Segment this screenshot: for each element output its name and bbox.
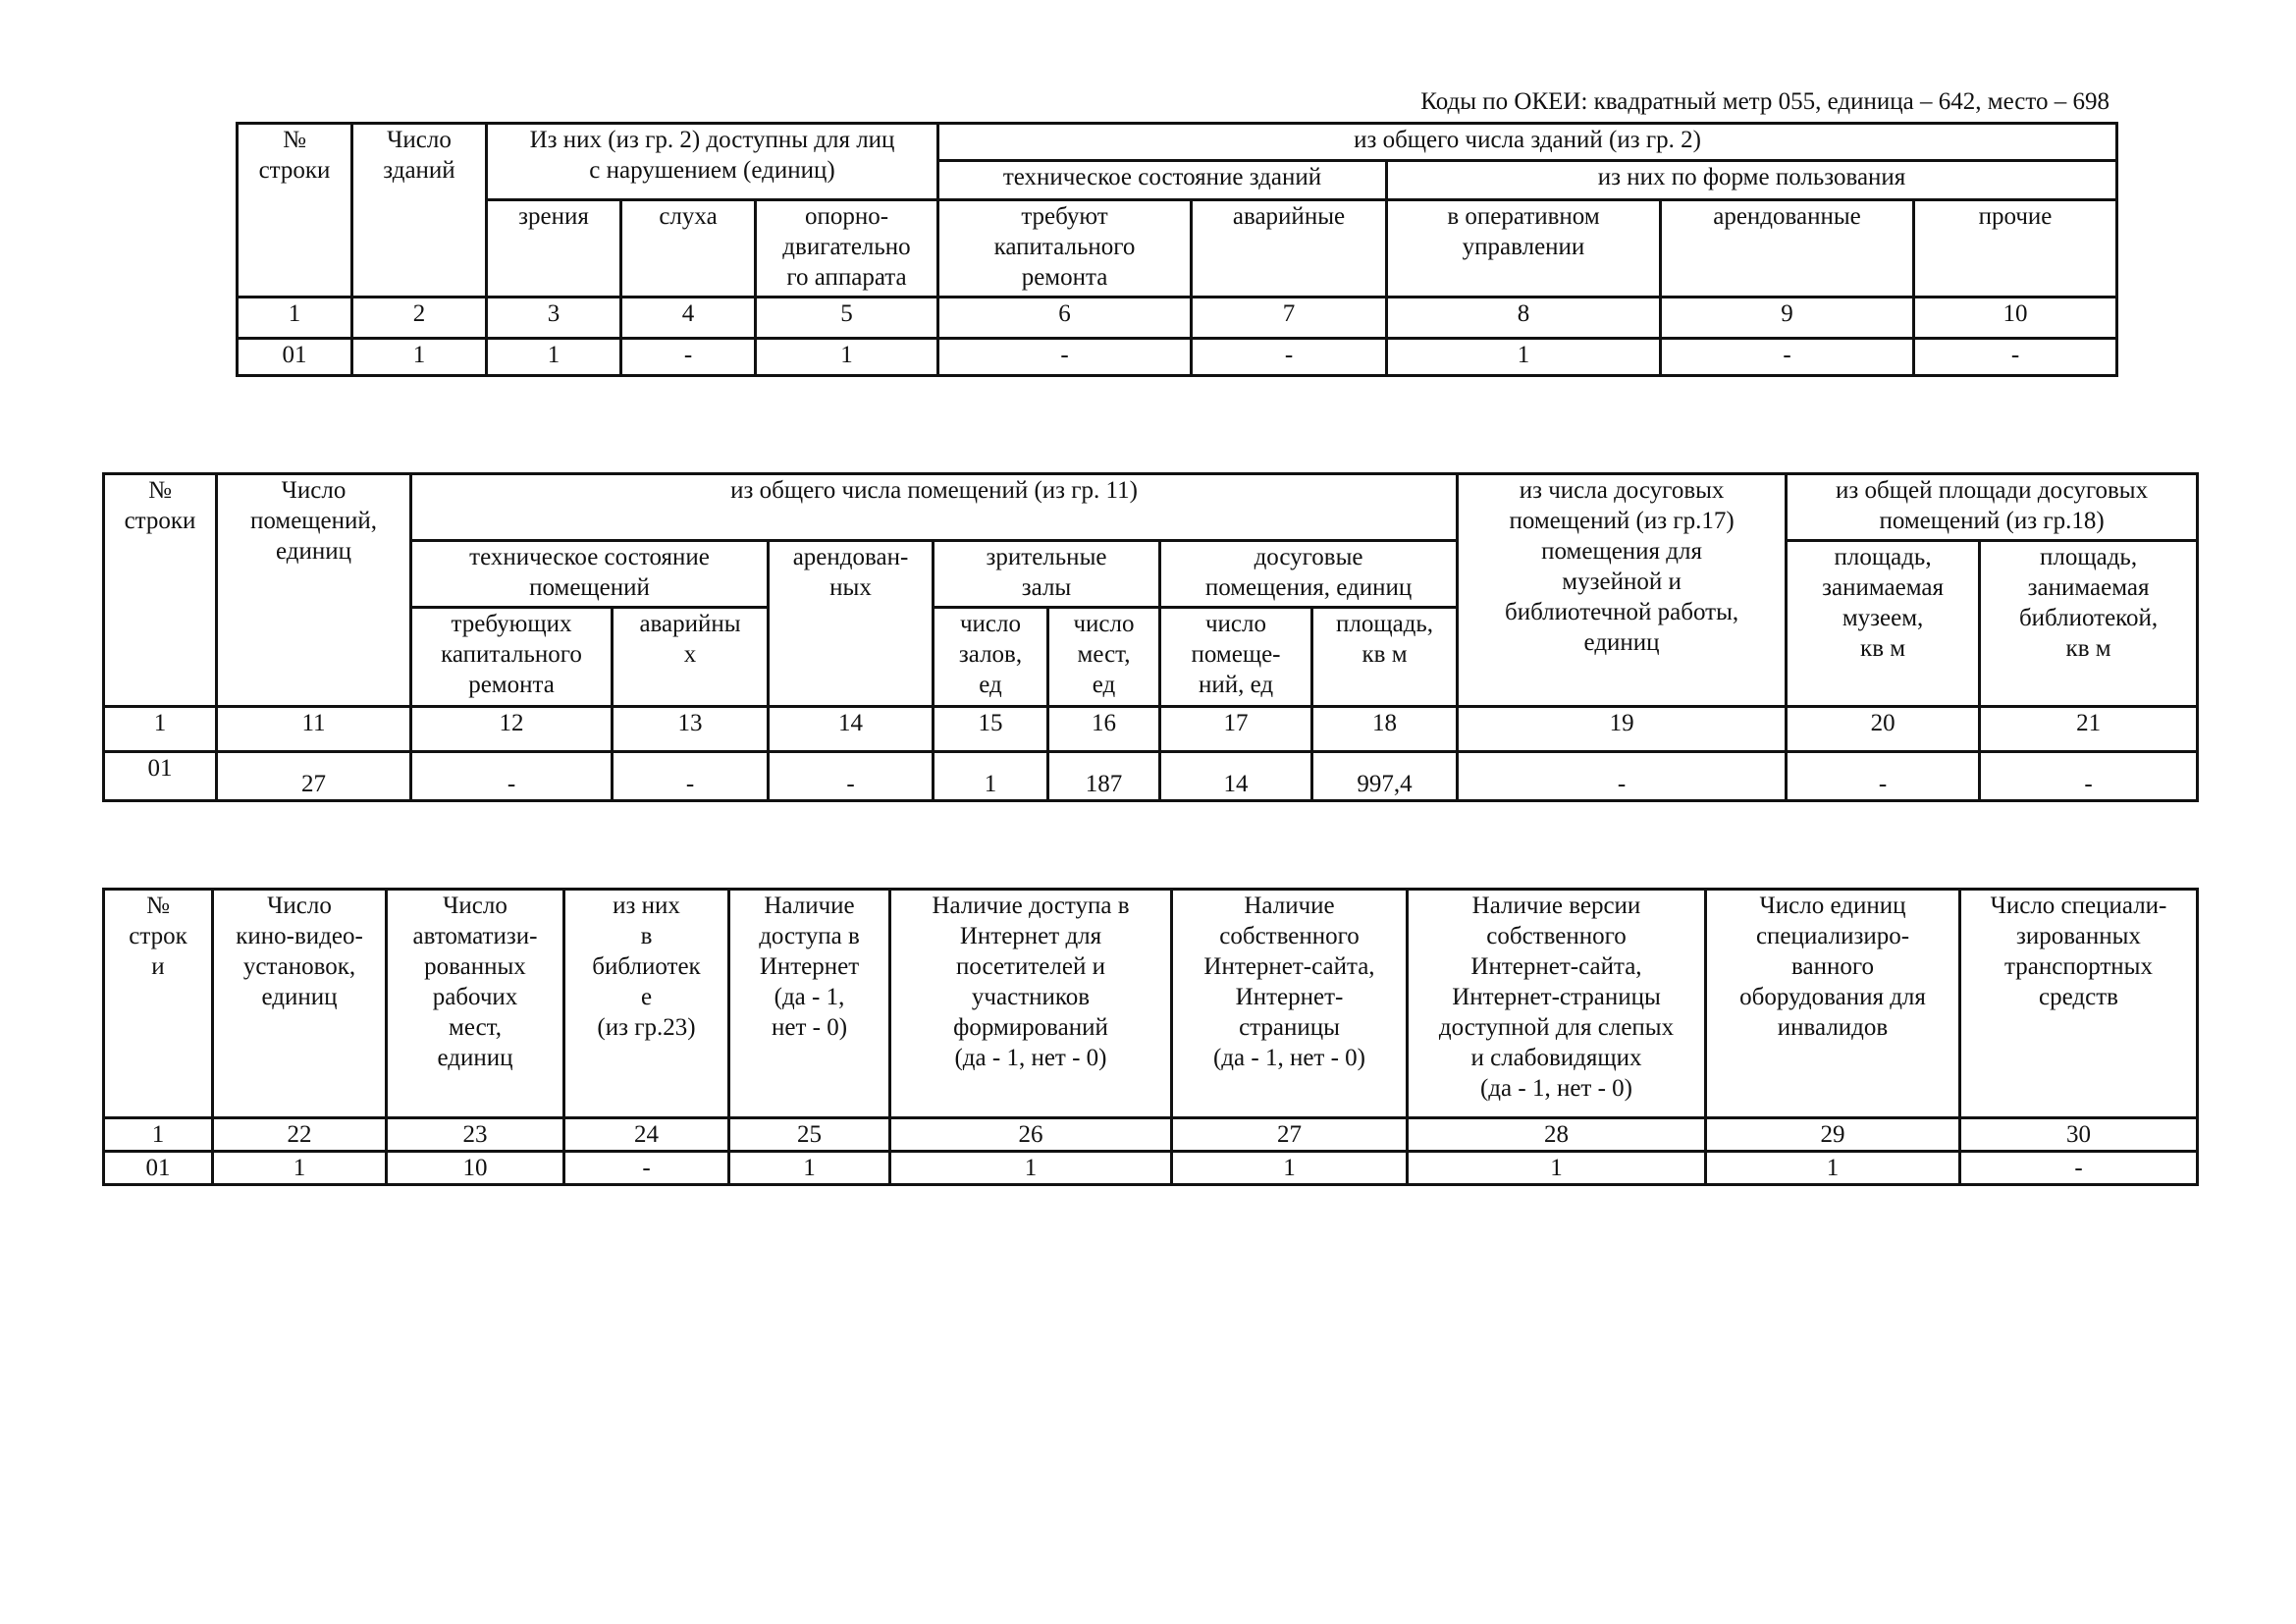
table-cell: - (621, 339, 756, 376)
column-numbers-row (104, 707, 2198, 752)
header-hearing: слуха (621, 200, 756, 298)
header-halls-count: число залов, ед (934, 608, 1048, 707)
table-cell: 1 (487, 339, 621, 376)
header-library-area: площадь, занимаемая библиотекой, кв м (1980, 541, 2198, 707)
buildings-table (236, 122, 2118, 377)
header-technical-state: техническое состояние зданий (938, 161, 1387, 200)
column-number: 9 (1661, 298, 1914, 339)
table-cell: 1 (1387, 339, 1661, 376)
header-internet-for-visitors: Наличие доступа в Интернет для посетителей и участников формирований (да - 1, нет - 0) (890, 890, 1172, 1118)
table-row (238, 339, 2117, 376)
table-cell: 1 (1408, 1152, 1706, 1185)
table-cell: 01 (238, 339, 352, 376)
header-buildings-count: Число зданий (352, 124, 487, 298)
header-museum-area: площадь, занимаемая музеем, кв м (1787, 541, 1980, 707)
column-numbers-row (104, 1118, 2198, 1152)
header-seats-count: число мест, ед (1048, 608, 1160, 707)
table-cell: - (769, 752, 934, 801)
table-cell: 1 (934, 752, 1048, 801)
column-number: 25 (729, 1118, 890, 1152)
table-cell: 01 (104, 752, 217, 801)
table-cell: 1 (213, 1152, 387, 1185)
column-number: 6 (938, 298, 1192, 339)
column-number: 4 (621, 298, 756, 339)
header-auditoriums: зрительные залы (934, 541, 1160, 608)
column-number: 13 (613, 707, 769, 752)
header-of-total-buildings: из общего числа зданий (из гр. 2) (938, 124, 2117, 161)
column-number: 22 (213, 1118, 387, 1152)
column-number: 14 (769, 707, 934, 752)
table-cell: 1 (756, 339, 938, 376)
column-number: 26 (890, 1118, 1172, 1152)
table-cell: 01 (104, 1152, 213, 1185)
table-cell: - (1914, 339, 2117, 376)
column-number: 23 (387, 1118, 564, 1152)
table-cell: 1 (352, 339, 487, 376)
header-internet-access: Наличие доступа в Интернет (да - 1, нет - 0) (729, 890, 890, 1118)
column-number: 19 (1458, 707, 1787, 752)
column-number: 8 (1387, 298, 1661, 339)
table-cell: - (564, 1152, 729, 1185)
header-leisure-count: число помеще- ний, ед (1160, 608, 1312, 707)
column-number: 30 (1960, 1118, 2198, 1152)
table-cell: 1 (729, 1152, 890, 1185)
table-cell: 14 (1160, 752, 1312, 801)
header-accessible-for-disabled: Из них (из гр. 2) доступны для лиц с нарушением (единиц) (487, 124, 938, 200)
table-cell: 187 (1048, 752, 1160, 801)
header-emergency: аварийные (1192, 200, 1387, 298)
table-cell: - (1458, 752, 1787, 801)
column-number: 7 (1192, 298, 1387, 339)
column-number: 18 (1312, 707, 1458, 752)
header-technical-state: техническое состояние помещений (411, 541, 769, 608)
header-leisure-area: площадь, кв м (1312, 608, 1458, 707)
table-cell: 997,4 (1312, 752, 1458, 801)
header-form-of-use: из них по форме пользования (1387, 161, 2117, 200)
column-number: 27 (1172, 1118, 1408, 1152)
header-of-total-leisure-area: из общей площади досуговых помещений (из гр.18) (1787, 474, 2198, 541)
table-cell: 1 (1706, 1152, 1960, 1185)
header-workstations: Число автоматизи- рованных рабочих мест, единиц (387, 890, 564, 1118)
column-number: 1 (238, 298, 352, 339)
rooms-table (102, 472, 2199, 802)
table-cell: 27 (217, 752, 411, 801)
header-operational-management: в оперативном управлении (1387, 200, 1661, 298)
header-need-capital-repair: требующих капитального ремонта (411, 608, 613, 707)
header-need-capital-repair: требуют капитального ремонта (938, 200, 1192, 298)
header-disabled-equipment: Число единиц специализиро- ванного оборудования для инвалидов (1706, 890, 1960, 1118)
column-number: 20 (1787, 707, 1980, 752)
header-website-accessible-version: Наличие версии собственного Интернет-сайта, Интернет-страницы доступной для слепых и слабовидящих (да - 1, нет - 0) (1408, 890, 1706, 1118)
table-cell: 10 (387, 1152, 564, 1185)
column-number: 1 (104, 1118, 213, 1152)
column-number: 11 (217, 707, 411, 752)
table-cell: - (1661, 339, 1914, 376)
column-number: 16 (1048, 707, 1160, 752)
column-number: 21 (1980, 707, 2198, 752)
header-vision: зрения (487, 200, 621, 298)
table-cell: - (411, 752, 613, 801)
column-number: 28 (1408, 1118, 1706, 1152)
table-cell: - (1787, 752, 1980, 801)
header-museum-library-rooms: из числа досуговых помещений (из гр.17) помещения для музейной и библиотечной работы, единиц (1458, 474, 1787, 707)
table-cell: - (1980, 752, 2198, 801)
header-row-number: № строк и (104, 890, 213, 1118)
header-emergency: аварийны х (613, 608, 769, 707)
okei-codes: Коды по ОКЕИ: квадратный метр 055, единица – 642, место – 698 (1420, 88, 2109, 115)
column-number: 17 (1160, 707, 1312, 752)
header-own-website: Наличие собственного Интернет-сайта, Интернет- страницы (да - 1, нет - 0) (1172, 890, 1408, 1118)
table-cell: - (1192, 339, 1387, 376)
header-rented: арендованные (1661, 200, 1914, 298)
table-cell: - (1960, 1152, 2198, 1185)
header-rooms-count: Число помещений, единиц (217, 474, 411, 707)
header-leisure-rooms: досуговые помещения, единиц (1160, 541, 1458, 608)
header-row-number: № строки (104, 474, 217, 707)
table-row (104, 1152, 2198, 1185)
equipment-internet-table (102, 888, 2199, 1186)
header-row-number: № строки (238, 124, 352, 298)
column-number: 10 (1914, 298, 2117, 339)
table-cell: 1 (1172, 1152, 1408, 1185)
table-row (104, 752, 2198, 801)
header-rented: арендован- ных (769, 541, 934, 707)
table-cell: - (938, 339, 1192, 376)
column-number: 3 (487, 298, 621, 339)
column-number: 2 (352, 298, 487, 339)
header-other: прочие (1914, 200, 2117, 298)
header-workstations-in-library: из них в библиотек е (из гр.23) (564, 890, 729, 1118)
column-numbers-row (238, 298, 2117, 339)
header-of-total-rooms: из общего числа помещений (из гр. 11) (411, 474, 1458, 541)
column-number: 12 (411, 707, 613, 752)
header-film-video-units: Число кино-видео- установок, единиц (213, 890, 387, 1118)
column-number: 5 (756, 298, 938, 339)
column-number: 15 (934, 707, 1048, 752)
table-cell: - (613, 752, 769, 801)
header-special-vehicles: Число специали- зированных транспортных средств (1960, 890, 2198, 1118)
column-number: 24 (564, 1118, 729, 1152)
column-number: 29 (1706, 1118, 1960, 1152)
table-cell: 1 (890, 1152, 1172, 1185)
column-number: 1 (104, 707, 217, 752)
header-musculoskeletal: опорно- двигательно го аппарата (756, 200, 938, 298)
